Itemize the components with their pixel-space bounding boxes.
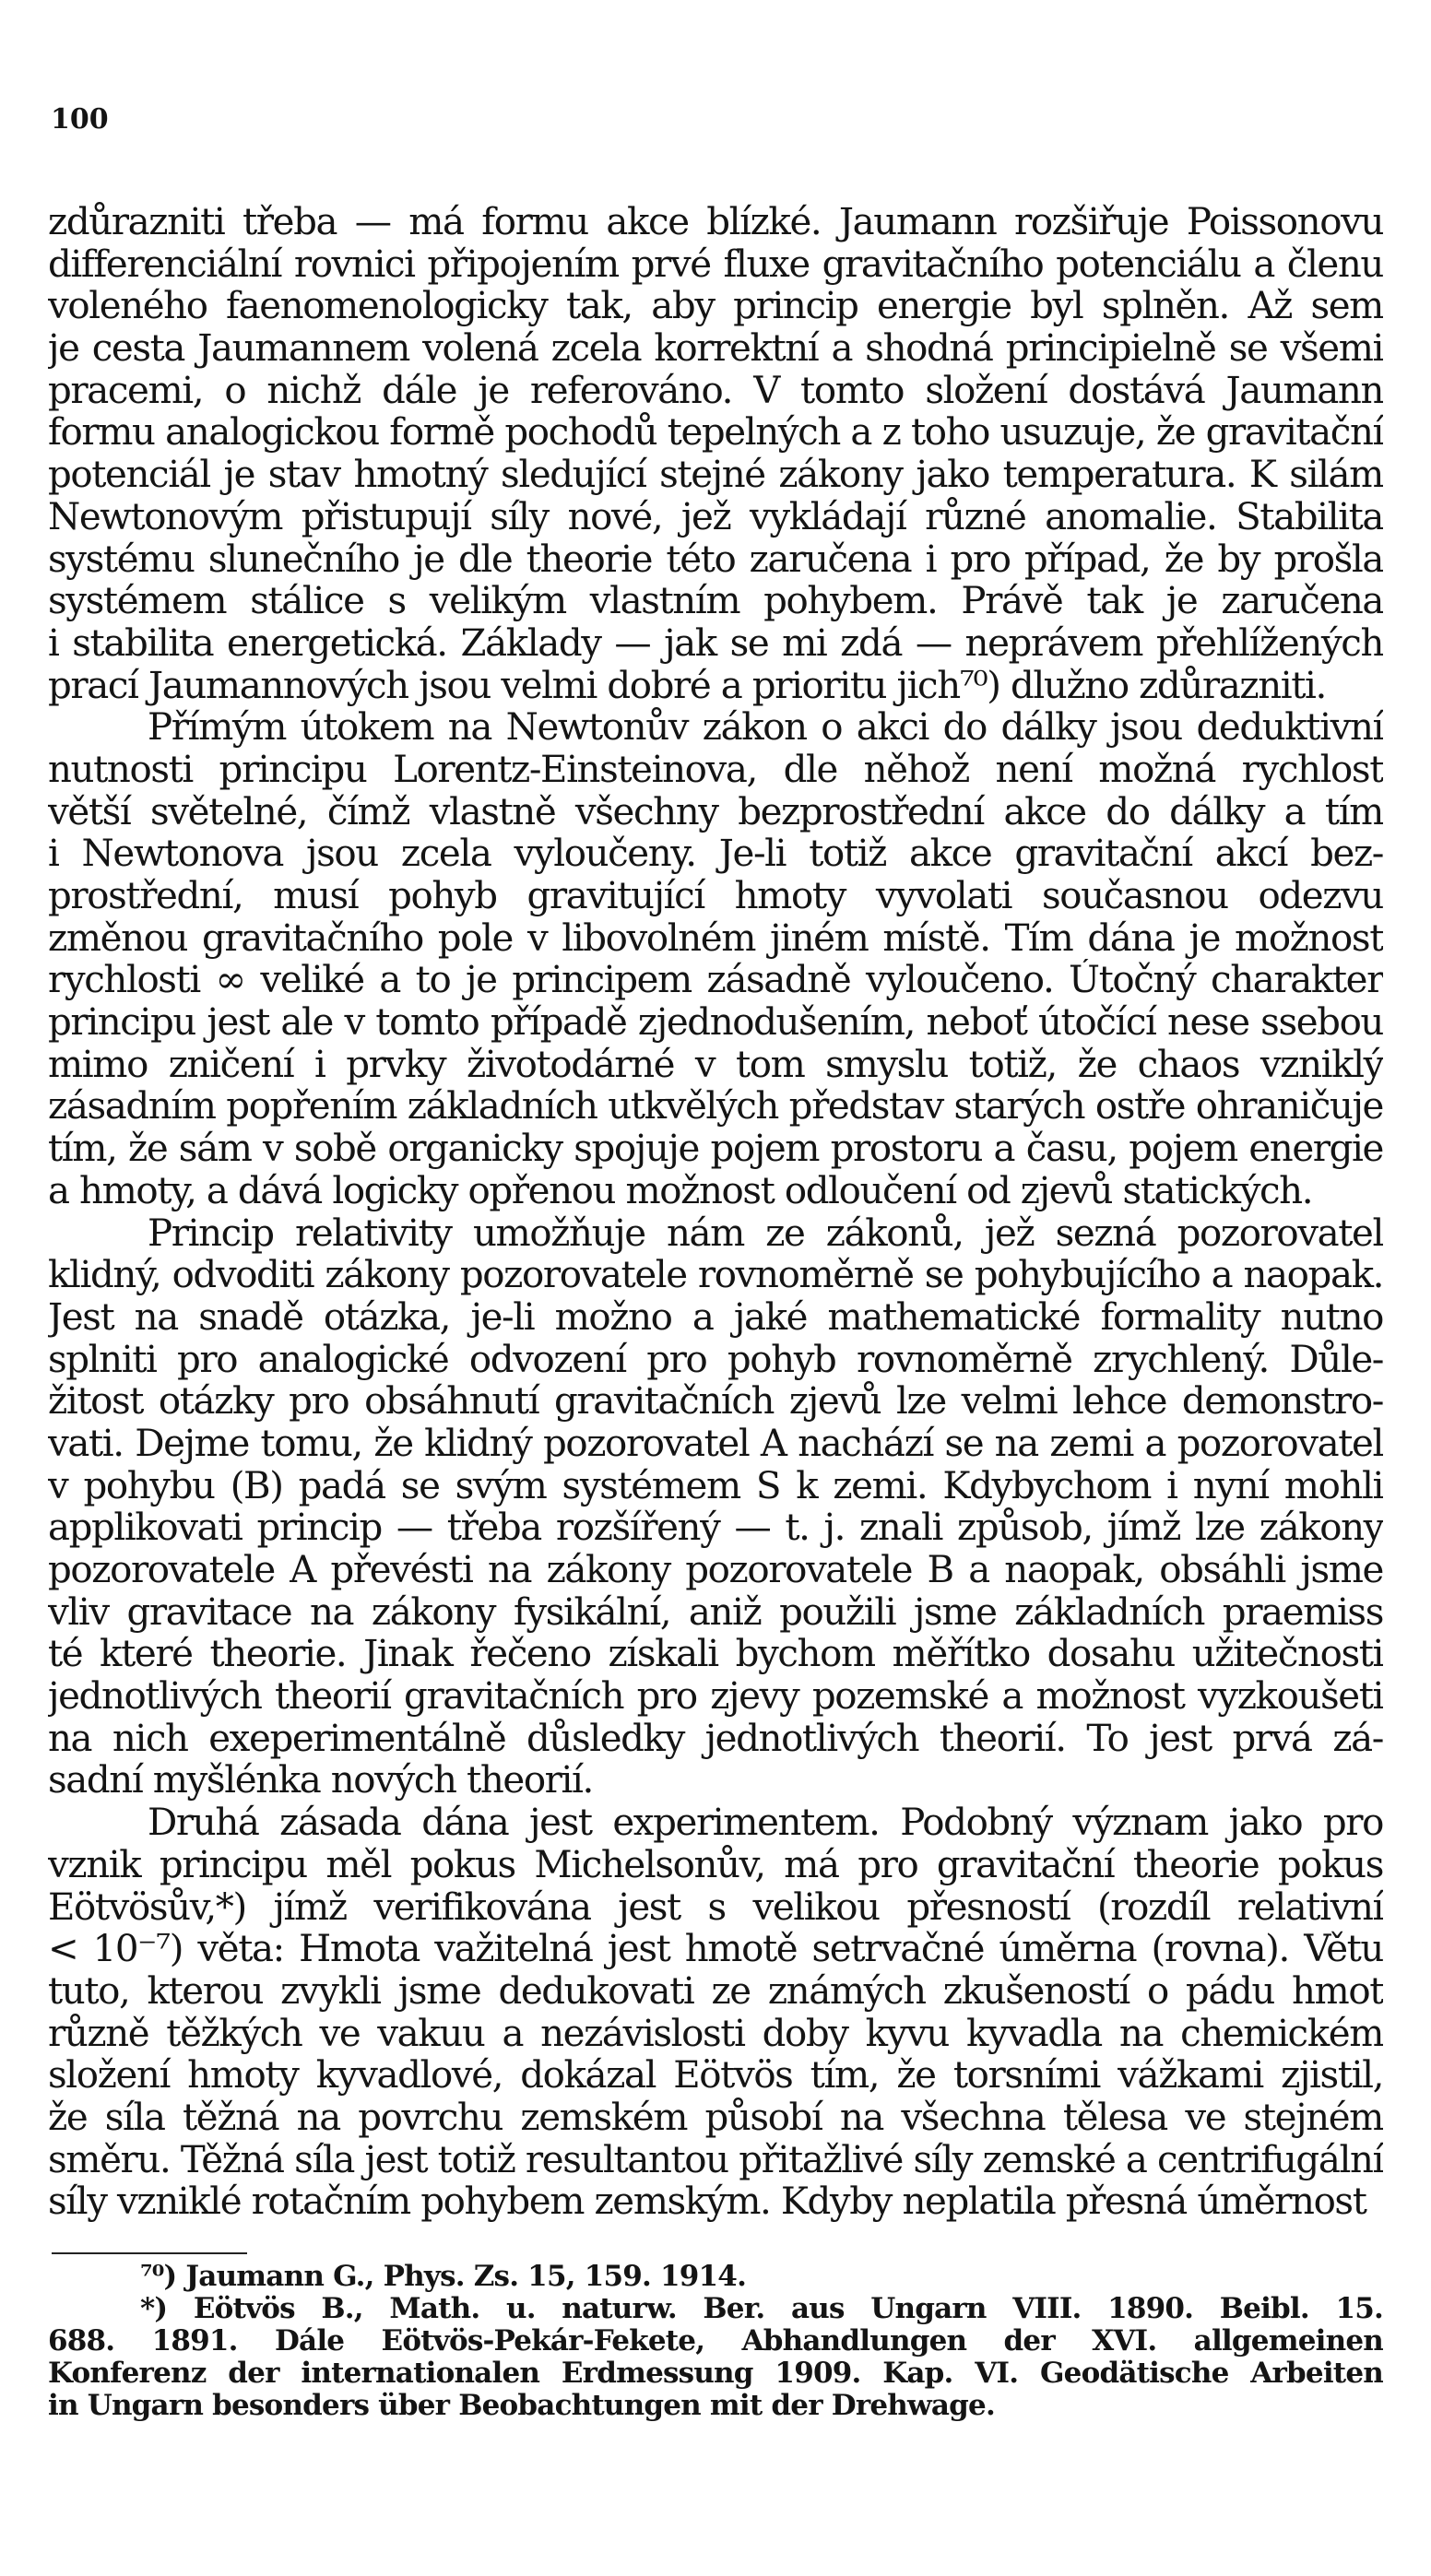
body-text xyxy=(48,201,1383,2223)
text-line: splniti pro analogické odvození pro pohyb rovnoměrně zrychlený. Důle- xyxy=(48,1338,1383,1381)
text-line: pozorovatele A převésti na zákony pozorovatele B a naopak, obsáhli jsme xyxy=(48,1549,1383,1591)
text-line: differenciální rovnici připojením prvé fluxe gravitačního potenciálu a členu xyxy=(48,242,1383,286)
footnote-line: 688. 1891. Dále Eötvös-Pekár-Fekete, Abhandlungen der XVI. allgemeinen xyxy=(48,2325,1383,2357)
text-line: složení hmoty kyvadlové, dokázal Eötvös tím, že torsními vážkami zjistil, xyxy=(48,2054,1383,2097)
text-line: zdůrazniti třeba — má formu akce blízké. Jaumann rozšiřuje Poissonovu xyxy=(48,201,1383,243)
text-line: změnou gravitačního pole v libovolném jiném místě. Tím dána je možnost xyxy=(48,916,1383,960)
footnotes xyxy=(48,2261,1383,2422)
text-line: vati. Dejme tomu, že klidný pozorovatel A nachází se na zemi a pozorovatel xyxy=(48,1422,1383,1465)
text-line: různě těžkých ve vakuu a nezávislosti doby kyvu kyvadla na chemickém xyxy=(48,2012,1383,2055)
text-line: žitost otázky pro obsáhnutí gravitačních zjevů lze velmi lehce demonstro- xyxy=(48,1380,1383,1423)
text-line: jednotlivých theorií gravitačních pro zjevy pozemské a možnost vyzkoušeti xyxy=(48,1675,1383,1718)
text-line: i Newtonova jsou zcela vyloučeny. Je-li totiž akce gravitační akcí bez- xyxy=(48,833,1383,875)
text-line: tuto, kterou zvykli jsme dedukovati ze známých zkušeností o pádu hmot xyxy=(48,1969,1383,2013)
text-line: voleného faenomenologicky tak, aby princip energie byl splněn. Až sem xyxy=(48,285,1383,328)
text-line: zásadním popřením základních utkvělých představ starých ostře ohraničuje xyxy=(48,1085,1383,1128)
text-line: Newtonovým přistupují síly nové, jež vykládají různé anomalie. Stabilita xyxy=(48,495,1383,538)
text-line: rychlosti ∞ veliké a to je principem zásadně vyloučeno. Útočný charakter xyxy=(48,959,1383,1002)
text-line: klidný, odvoditi zákony pozorovatele rovnoměrně se pohybujícího a naopak. xyxy=(48,1254,1383,1296)
text-line: potenciál je stav hmotný sledující stejné zákony jako temperatura. K silám xyxy=(48,454,1383,496)
text-line: systému slunečního je dle theorie této zaručena i pro případ, že by prošla xyxy=(48,538,1383,581)
page-number: 100 xyxy=(51,103,109,136)
text-line: mimo zničení i prvky životodárné v tom smyslu totiž, že chaos vzniklý xyxy=(48,1043,1383,1086)
text-line: na nich exeperimentálně důsledky jednotlivých theorií. To jest prvá zá- xyxy=(48,1717,1383,1760)
footnote-line: *) Eötvös B., Math. u. naturw. Ber. aus Ungarn VIII. 1890. Beibl. 15. xyxy=(140,2293,1383,2325)
text-line: Přímým útokem na Newtonův zákon o akci do dálky jsou deduktivní xyxy=(148,706,1383,749)
text-line: a hmoty, a dává logicky opřenou možnost odloučení od zjevů statických. xyxy=(48,1169,1313,1212)
text-line: < 10⁻⁷) věta: Hmota važitelná jest hmotě setrvačné úměrna (rovna). Větu xyxy=(48,1928,1383,1970)
footnote-line: ⁷⁰) Jaumann G., Phys. Zs. 15, 159. 1914. xyxy=(140,2261,747,2293)
text-line: v pohybu (B) padá se svým systémem S k zemi. Kdybychom i nyní mohli xyxy=(48,1464,1383,1507)
text-line: Druhá zásada dána jest experimentem. Podobný význam jako pro xyxy=(148,1802,1383,1844)
text-line: síly vzniklé rotačním pohybem zemským. Kdyby neplatila přesná úměrnost xyxy=(48,2180,1366,2223)
text-line: té které theorie. Jinak řečeno získali bychom měřítko dosahu užitečnosti xyxy=(48,1633,1383,1676)
text-line: systémem stálice s velikým vlastním pohybem. Právě tak je zaručena xyxy=(48,580,1383,622)
text-line: applikovati princip — třeba rozšířený — t. j. znali způsob, jímž lze zákony xyxy=(48,1507,1383,1549)
text-line: vznik principu měl pokus Michelsonův, má pro gravitační theorie pokus xyxy=(48,1843,1383,1886)
text-line: prací Jaumannových jsou velmi dobré a prioritu jich⁷⁰) dlužno zdůrazniti. xyxy=(48,664,1326,707)
text-line: Eötvösův,*) jímž verifikována jest s velikou přesností (rozdíl relativní xyxy=(48,1885,1383,1929)
text-line: formu analogickou formě pochodů tepelných a z toho usuzuje, že gravitační xyxy=(48,411,1383,455)
text-line: je cesta Jaumannem volená zcela korrektní a shodná principielně se všemi xyxy=(48,327,1383,370)
text-line: pracemi, o nichž dále je referováno. V tomto složení dostává Jaumann xyxy=(48,369,1383,412)
text-line: nutnosti principu Lorentz-Einsteinova, dle něhož není možná rychlost xyxy=(48,748,1383,791)
text-line: sadní myšlénka nových theorií. xyxy=(48,1759,593,1802)
text-line: vliv gravitace na zákony fysikální, aniž použili jsme základních praemiss xyxy=(48,1590,1383,1634)
footnote-line: Konferenz der internationalen Erdmessung 1909. Kap. VI. Geodätische Arbeiten xyxy=(48,2357,1383,2390)
footnote-separator xyxy=(52,2252,247,2254)
text-line: že síla těžná na povrchu zemském působí na všechna tělesa ve stejném xyxy=(48,2096,1383,2139)
footnote-line: in Ungarn besonders über Beobachtungen mit der Drehwage. xyxy=(48,2390,995,2422)
text-line: tím, že sám v sobě organicky spojuje pojem prostoru a času, pojem energie xyxy=(48,1128,1383,1170)
text-line: Princip relativity umožňuje nám ze zákonů, jež sezná pozorovatel xyxy=(148,1211,1383,1255)
text-line: větší světelné, čímž vlastně všechny bezprostřední akce do dálky a tím xyxy=(48,790,1383,833)
text-line: směru. Těžná síla jest totiž resultantou přitažlivé síly zemské a centrifugální xyxy=(48,2138,1383,2181)
text-line: prostřední, musí pohyb gravitující hmoty vyvolati současnou odezvu xyxy=(48,875,1383,917)
text-line: principu jest ale v tomto případě zjednodušením, neboť útočící nese ssebou xyxy=(48,1001,1383,1044)
text-line: i stabilita energetická. Základy — jak se mi zdá — neprávem přehlížených xyxy=(48,621,1383,665)
text-line: Jest na snadě otázka, je-li možno a jaké mathematické formality nutno xyxy=(48,1295,1383,1339)
